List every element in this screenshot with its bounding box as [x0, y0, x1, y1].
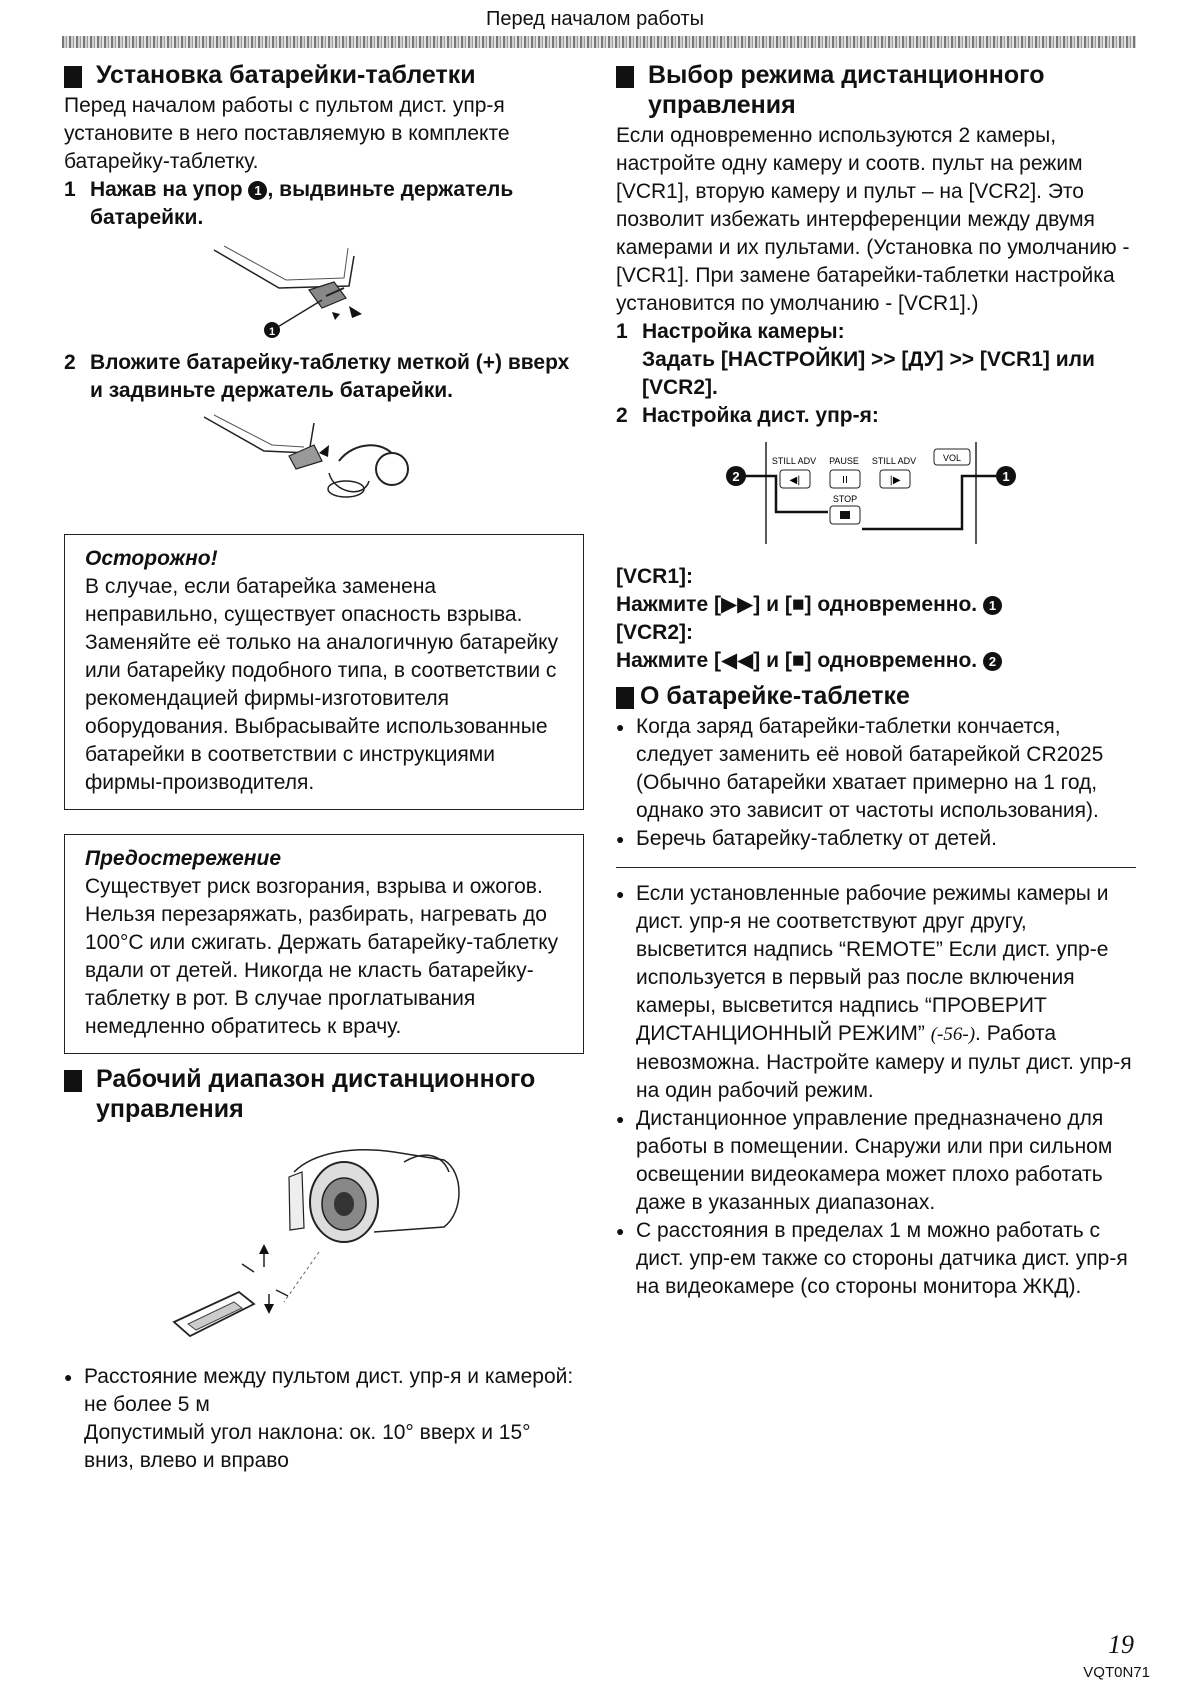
remote-mode-intro: Если одновременно используются 2 камеры, настройте одну камеру и соотв. пульт на режим [VCR1], вторую камеру и пульт – на [VCR2]. Это позволит избежать интерференции между двумя камерами и их пультами. (Установка по умолчанию - [VCR1]. При замене батарейки-таблетки настройка установится по умолчанию - [VCR1].): [616, 124, 1130, 315]
section-marker: [64, 1070, 82, 1092]
note-bullet-3: ● С расстояния в пределах 1 м можно работать с дист. упр-ем также со стороны датчика дист. упр-я на видеокамере (со стороны монитора ЖКД).: [616, 1217, 1136, 1301]
still-adv-left-label: STILL ADV: [771, 456, 817, 466]
caution-text: В случае, если батарейка заменена неправильно, существует опасность взрыва. Заменяйте её только на аналогичную батарейку или батарейку подобного типа, в соответствии с рекомендацией фирмы-изготовителя оборудования. Выбрасывайте использованные батарейки в соответствии с инструкциями фирмы-производителя.: [85, 575, 559, 794]
mark-2-icon: 2: [732, 469, 740, 484]
range-angle: Допустимый угол наклона: ок. 10° вверх и 15° вниз, влево и вправо: [84, 1421, 531, 1472]
page-reference: (-56-): [930, 1024, 976, 1045]
vcr2-label: [VCR2]:: [616, 621, 693, 644]
mode-step-1: 1 Настройка камеры: Задать [НАСТРОЙКИ] >> [ДУ] >> [VCR1] или [VCR2].: [616, 320, 1095, 399]
battery-bullet-2: ● Беречь батарейку-таблетку от детей.: [616, 825, 1136, 853]
left-column: [64, 60, 584, 1475]
page-number: 19: [1108, 1630, 1134, 1659]
still-adv-right-label: STILL ADV: [871, 456, 917, 466]
document-code: VQT0N71: [1083, 1664, 1150, 1681]
mark-1-icon: 1: [248, 181, 267, 200]
mode-step-2: 2 Настройка дист. упр-я:: [616, 404, 879, 427]
battery-install-intro: Перед началом работы с пультом дист. упр-я установите в него поставляемую в комплекте батарейку-таблетку.: [64, 94, 510, 173]
svg-text:1: 1: [268, 326, 276, 338]
section-divider: [616, 867, 1136, 868]
section-marker: [616, 66, 634, 88]
mark-1-icon: 1: [1002, 469, 1010, 484]
section-marker: [64, 66, 82, 88]
step-2: 2 Вложите батарейку-таблетку меткой (+) вверх и задвиньте держатель батарейки.: [64, 351, 570, 402]
battery-bullet-1: ● Когда заряд батарейки-таблетки кончается, следует заменить её новой батарейкой CR2025 (Обычно батарейки хватает примерно на 1 год, однако это зависит от частоты использования).: [616, 713, 1136, 825]
svg-text:◀|: ◀|: [789, 475, 801, 486]
battery-holder-figure-1: [64, 238, 584, 338]
header-band: [62, 36, 1136, 48]
section-title-operating-range: Рабочий диапазон дистанционного управления: [64, 1064, 584, 1124]
camera-range-figure: [64, 1132, 584, 1352]
header-title: Перед началом работы: [485, 8, 705, 30]
section-title-coin-battery: О батарейке-таблетке: [616, 681, 1136, 711]
vcr2-instruction: Нажмите [◀◀] и [■] одновременно. 2: [616, 647, 1136, 675]
section-title-remote-mode: Выбор режима дистанционного управления: [616, 60, 1136, 120]
mark-2-icon: 2: [983, 652, 1002, 671]
caution-title: Осторожно!: [85, 547, 218, 570]
warning-text: Существует риск возгорания, взрыва и ожогов. Нельзя перезаряжать, разбирать, нагревать до 100°C или сжигать. Держать батарейку-таблетку вдали от детей. Никогда не класть батарейку-таблетку в рот. В случае проглатывания немедленно обратитесь к врачу.: [85, 875, 559, 1038]
warning-title: Предостережение: [85, 847, 281, 870]
battery-holder-figure-2: [64, 411, 584, 511]
mark-1-icon: 1: [983, 596, 1002, 615]
vcr1-instruction: Нажмите [▶▶] и [■] одновременно. 1: [616, 591, 1136, 619]
step-1: 1 Нажав на упор 1 , выдвиньте держатель батарейки.: [64, 178, 514, 229]
stop-label: STOP: [832, 494, 858, 504]
svg-text:II: II: [842, 475, 848, 486]
vcr1-label: [VCR1]:: [616, 565, 693, 588]
remote-buttons-figure: [616, 434, 1136, 554]
section-title-battery-install: Установка батарейки-таблетки: [64, 60, 584, 90]
note-bullet-2: ● Дистанционное управление предназначено для работы в помещении. Снаружи или при сильном освещении видеокамера может плохо работать даже в указанных диапазонах.: [616, 1105, 1136, 1217]
warning-box: [64, 834, 584, 1054]
section-marker: [616, 687, 634, 709]
note-bullet-1: ● Если установленные рабочие режимы камеры и дист. упр-я не соответствуют друг другу, высветится надпись “REMOTE” Если дист. упр-е используется в первый раз после включения камеры, высветится надпись “ПРОВЕРИТ ДИСТАНЦИОННЫЙ РЕЖИМ” (-56-). Работа невозможна. Настройте камеру и пульт дист. упр-я на один рабочий режим.: [616, 880, 1136, 1105]
vol-label: VOL: [942, 453, 962, 463]
caution-box: [64, 534, 584, 810]
right-column: [616, 60, 1136, 1301]
range-bullet: ● Расстояние между пультом дист. упр-я и камерой: не более 5 м: [64, 1363, 584, 1419]
pause-label: PAUSE: [829, 456, 859, 466]
svg-text:|▶: |▶: [889, 475, 901, 486]
